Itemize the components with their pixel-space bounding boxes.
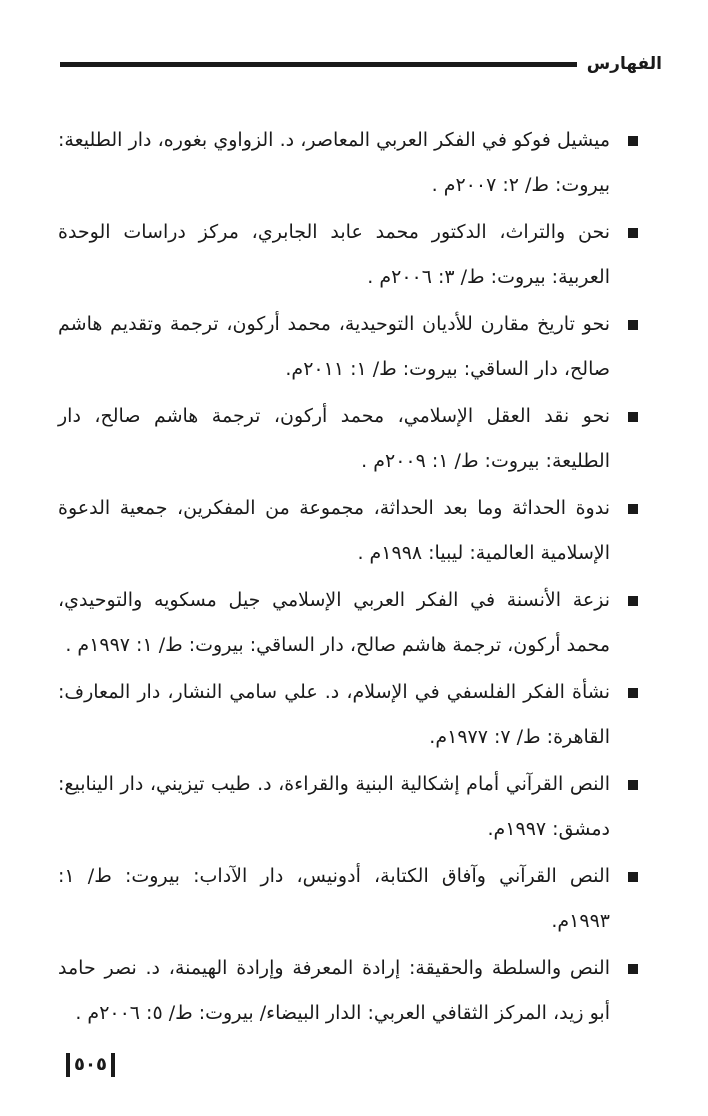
square-bullet-icon	[628, 964, 638, 974]
header-rule	[60, 62, 577, 67]
bibliography-entry	[58, 670, 638, 760]
bibliography-entry	[58, 762, 638, 852]
square-bullet-icon	[628, 228, 638, 238]
bibliography-entry	[58, 578, 638, 668]
entry-text: ميشيل فوكو في الفكر العربي المعاصر، د. الزواوي بغوره، دار الطليعة: بيروت: ط/ ٢: ٢٠٠٧م .	[58, 129, 610, 196]
page-number-text: ٥٠٥	[74, 1054, 107, 1075]
square-bullet-icon	[628, 504, 638, 514]
square-bullet-icon	[628, 320, 638, 330]
entry-text: نزعة الأنسنة في الفكر العربي الإسلامي جيل مسكويه والتوحيدي، محمد أركون، ترجمة هاشم صالح، دار الساقي: بيروت: ط/ ١: ١٩٩٧م .	[58, 589, 610, 656]
bibliography-entry	[58, 946, 638, 1036]
bibliography-entry	[58, 394, 638, 484]
square-bullet-icon	[628, 688, 638, 698]
bibliography-list	[58, 118, 638, 1038]
bibliography-entry	[58, 854, 638, 944]
square-bullet-icon	[628, 872, 638, 882]
entry-text: نحن والتراث، الدكتور محمد عابد الجابري، مركز دراسات الوحدة العربية: بيروت: ط/ ٣: ٢٠٠٦م .	[58, 221, 610, 288]
page-number-bar	[111, 1053, 115, 1077]
bibliography-entry	[58, 486, 638, 576]
bibliography-entry	[58, 210, 638, 300]
running-header	[60, 50, 662, 78]
square-bullet-icon	[628, 780, 638, 790]
square-bullet-icon	[628, 412, 638, 422]
square-bullet-icon	[628, 596, 638, 606]
entry-text: النص القرآني أمام إشكالية البنية والقراءة، د. طيب تيزيني، دار الينابيع: دمشق: ١٩٩٧م.	[58, 773, 610, 840]
section-title: الفهارس	[586, 54, 662, 74]
entry-text: نحو نقد العقل الإسلامي، محمد أركون، ترجمة هاشم صالح، دار الطليعة: بيروت: ط/ ١: ٢٠٠٩م .	[58, 405, 610, 472]
bibliography-entry	[58, 302, 638, 392]
entry-text: نشأة الفكر الفلسفي في الإسلام، د. علي سامي النشار، دار المعارف: القاهرة: ط/ ٧: ١٩٧٧م.	[58, 681, 610, 748]
entry-text: النص القرآني وآفاق الكتابة، أدونيس، دار الآداب: بيروت: ط/ ١: ١٩٩٣م.	[58, 865, 610, 932]
entry-text: ندوة الحداثة وما بعد الحداثة، مجموعة من المفكرين، جمعية الدعوة الإسلامية العالمية: ليبيا: ١٩٩٨م .	[58, 497, 610, 564]
bibliography-entry	[58, 118, 638, 208]
entry-text: نحو تاريخ مقارن للأديان التوحيدية، محمد أركون، ترجمة وتقديم هاشم صالح، دار الساقي: بيروت: ط/ ١: ٢٠١١م.	[58, 313, 610, 380]
entry-text: النص والسلطة والحقيقة: إرادة المعرفة وإرادة الهيمنة، د. نصر حامد أبو زيد، المركز الثقافي العربي: الدار البيضاء/ بيروت: ط/ ٥: ٢٠٠٦م .	[58, 957, 610, 1024]
page-number	[66, 1052, 115, 1078]
square-bullet-icon	[628, 136, 638, 146]
